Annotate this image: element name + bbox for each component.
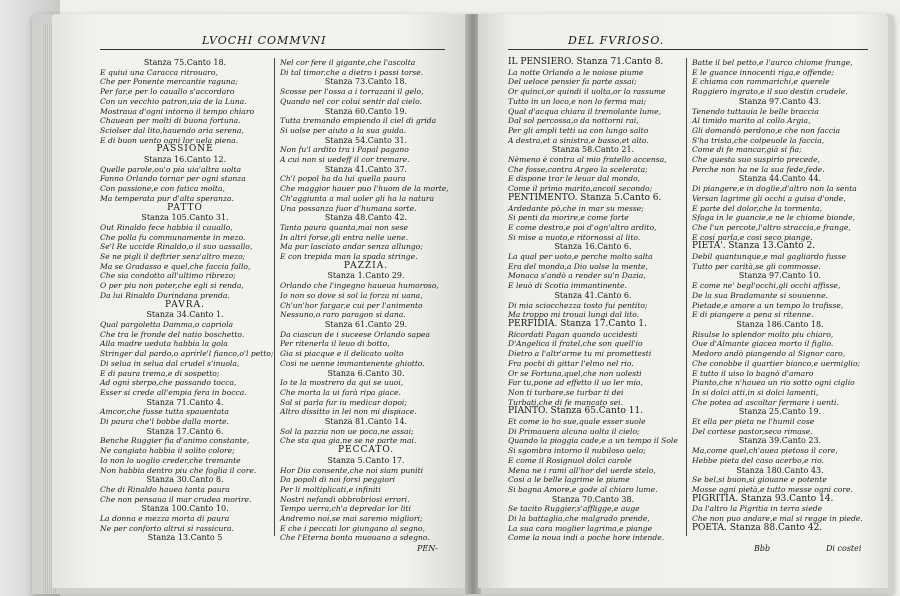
verse-line: In altri forse,gli entra nelle uene. [280, 232, 409, 242]
verse-line: Ma se Gradasso e quel,che faccia fallo, [100, 261, 251, 271]
verse-line: Nèmeno è contra al mio fratello accensa, [508, 155, 667, 165]
stanza-ref: Stanza 13.Canto 5 [147, 533, 223, 543]
verse-line: Come il primo marito,ancoil secondo; [508, 184, 653, 194]
section-heading: PIANTO. Stanza 65.Canto 11. [508, 406, 644, 417]
verse-line: Tenendo tuttauia le belle braccia [692, 106, 819, 116]
section-heading: POETA. Stanza 88.Canto 42. [692, 522, 823, 533]
verse-line: Ricordati Pagan quando uccidesti [508, 329, 638, 339]
verse-line: Fra pochi di gittar l'elmo nel rio. [508, 358, 634, 368]
verse-line: Perche non ha ne la sua fede,fede. [692, 164, 825, 174]
verse-line: Se tacito Ruggier,s'affligge,e auge [508, 504, 640, 514]
verse-line: E dispone trar le leuar dal mondo, [508, 174, 641, 184]
verse-line: Che non pensaua il mar crudea morire. [100, 494, 252, 504]
verse-line: Hebbe pieta del caso acerbo,e rio. [692, 455, 824, 465]
verse-line: Nostri nefandi obbrobriosi errori. [280, 494, 410, 504]
verse-line: Come la noua indi a poche hore intende. [508, 533, 665, 543]
verse-line: Che questa suo suspirio precede, [692, 155, 821, 165]
verse-line: Non ti turbare,se turbar ti dei [508, 387, 624, 397]
verse-line: Tutto per carità,se gli commosse. [692, 261, 821, 271]
right-column-1 [508, 58, 678, 543]
verse-line: Se ne pigli il deftrier senz'altro mezo; [100, 252, 246, 262]
stanza-ref: Stanza 39.Canto 23. [738, 436, 822, 446]
verse-line: Tutta tremando empiendo il ciel di grida [280, 116, 437, 126]
section-heading: PENTIMENTO. Stanza 5.Canto 6. [508, 192, 662, 203]
verse-line: Tutto in un loco,e non lo ferma mai; [508, 96, 647, 106]
verse-line: Mosse ogni pietà,e tutto messe ogni core. [692, 484, 853, 494]
left-page [52, 14, 467, 588]
left-column-2 [280, 58, 452, 543]
section-heading: PIGRITIA. Stanza 93.Canto 14. [692, 493, 834, 504]
verse-line: E parte del dolor,che la tormenta, [692, 203, 823, 213]
verse-line: Stringer dal pardo,o aprirle'l fianco,o'l petto; [100, 349, 274, 359]
verse-line: Non habbia dentro piu che foglia il core. [100, 465, 257, 475]
verse-line: Si sgombra intorno il nubiloso uelo; [508, 446, 646, 456]
verse-line: Si mise a nuoto,e ritornossi al lito. [508, 232, 641, 242]
stanza-ref: Stanza 73.Canto 18. [324, 77, 408, 87]
verse-line: Di selua in selua dal crudel s'inuola, [100, 358, 240, 368]
verse-line: Ch'l popol ha da lui quella paura [280, 174, 406, 184]
verse-line: Che fosse,contra Argeo la scelerata; [508, 164, 648, 174]
verse-line: Tempo uerra,ch'a depredar lor liti [280, 504, 411, 514]
section-heading: PECCATO. [337, 445, 395, 456]
verse-line: A destra,et a sinistra,e basso,et alto. [508, 135, 649, 145]
stanza-ref: Stanza 48.Canto 42. [324, 213, 408, 223]
verse-line: E come il Rosignuol dolci carole [508, 455, 632, 465]
verse-line: Che l'Eterna bonta muouano a sdegno. [280, 533, 430, 543]
verse-line: Quando la pioggia cade,e a un tempo il Sole [508, 436, 678, 446]
verse-line: La donna e mezza morta di paura [100, 514, 230, 524]
section-heading: PERFIDIA. Stanza 17.Canto 1. [508, 318, 647, 329]
verse-line: Qual pargoletta Damma,o capriola [100, 319, 234, 329]
verse-line: A cui non si uedeff il cor tremare. [280, 155, 410, 165]
stanza-ref: Stanza 16.Canto 6. [554, 242, 632, 252]
verse-line: Del ueloce pensier fa parte assai; [508, 77, 637, 87]
verse-line: Come di fe mancar,già si fia; [692, 145, 802, 155]
verse-line: Nel cor fere il gigante,che l'ascolta [280, 58, 416, 67]
verse-line: Tanta paura quanta,mai non sese [280, 222, 409, 232]
verse-line: Che conobbe il quartier bianco,e uermiglio; [692, 358, 861, 368]
verse-line: Del cortese pastor,seco rimase. [692, 426, 813, 436]
verse-line: Chauean per molti di buona fortuna. [100, 116, 241, 126]
verse-line: Di la battaglia,che malgrado prende, [508, 514, 650, 524]
verse-line: E di buon uento ogni lor uela piena. [100, 135, 239, 145]
verse-line: Ma pur lasciato andar senza allungo; [280, 242, 423, 252]
verse-line: D'Angelica il fratel,che son quell'io [508, 339, 643, 349]
verse-line: Esser si crede all'empia fera in bocca. [100, 387, 247, 397]
verse-line: Ch'aggiunta a mal uoler gli ha la natura [280, 193, 435, 203]
verse-line: Ruggiero ingrato,e il suo destin crudele. [692, 87, 848, 97]
verse-line: Da ciascun de i suceese Orlando sapea [280, 329, 430, 339]
verse-line: Se'l Re uccide Rinaldo,o il suo uassallo, [100, 242, 253, 252]
verse-line: Con un vecchio patron,uia de la Luna. [100, 96, 247, 106]
stanza-ref: Stanza 97.Canto 10. [738, 271, 822, 281]
verse-line: E quiui una Caracca ritrouaro, [100, 67, 218, 77]
right-head-rule [508, 49, 868, 50]
right-signature-mark: Bbb [754, 544, 771, 553]
verse-line: Per gli ampli tetti ua con lungo salto [508, 125, 649, 135]
section-heading: IL PENSIERO. Stanza 71.Canto 8. [508, 57, 664, 67]
verse-line: Si penti da morire,e come forte [508, 213, 629, 223]
verse-line: Risulse lo splendor molto piu chiaro, [692, 329, 834, 339]
verse-line: E di piangere a pena si ritenne. [692, 310, 814, 320]
verse-line: Scosse per l'ossa a i torrazani il gelo, [280, 87, 424, 97]
stanza-ref: Stanza 186.Canto 18. [736, 319, 824, 329]
stanza-ref: Stanza 6.Canto 30. [327, 368, 405, 378]
verse-line: Quelle parole,ou'o pia uia'altra uolta [100, 164, 242, 174]
section-heading: PASSIONE [156, 144, 214, 155]
verse-line: O per piu non poter,che egli si renda, [100, 281, 244, 291]
stanza-ref: Stanza 25.Canto 19. [738, 407, 822, 417]
stanza-ref: Stanza 100.Canto 10. [141, 504, 229, 514]
verse-line: Se bel,si buon,si giouane e potente [692, 475, 827, 485]
verse-line: Di tal timor,che a dietro i passi torse. [280, 67, 424, 77]
verse-line: E cosi parla,e cosi seco piange. [692, 232, 813, 242]
left-catchword: PEN- [417, 544, 438, 553]
verse-line: Per ritenerla il leuo di botto, [280, 339, 390, 349]
verse-line: Orlando che l'ingegno haueua humoroso, [280, 281, 439, 291]
verse-line: Medoro andò piangendo al Signor caro, [692, 349, 846, 359]
right-running-head: DEL FVRIOSO. [568, 34, 665, 47]
stanza-ref: Stanza 41.Canto 6. [554, 290, 632, 300]
stanza-ref: Stanza 41.Canto 37. [324, 164, 408, 174]
stanza-ref: Stanza 60.Canto 19. [324, 106, 408, 116]
section-heading: PATTO [167, 202, 203, 213]
verse-line: Per far,e per lo cauallo s'accordaro [100, 87, 235, 97]
verse-line: Pietade,e amore a un tempo lo trafisse, [692, 300, 844, 310]
verse-line: Turbati,che di fe mancato sei. [508, 397, 624, 407]
verse-line: Debil quantunque,e mal gagliardo fusse [692, 252, 846, 262]
verse-line: E tutto il uiso lo bagnò d'amaro [692, 368, 814, 378]
verse-line: Altro dissitto in lei non mi dispiace. [280, 407, 417, 417]
verse-line: Ne cangiato habbia il solito colore; [100, 446, 235, 456]
verse-line: Sol la pazzia non ue poca,ne assai; [280, 426, 414, 436]
verse-line: Che sia condotto all'ultimo ribrezo; [100, 271, 236, 281]
verse-line: Con passione,e con fatica molta, [100, 184, 225, 194]
verse-line: Che morta la ui farà ripa giace. [280, 387, 401, 397]
stanza-ref: Stanza 30.Canto 8. [146, 475, 224, 485]
right-column-2 [692, 58, 868, 533]
verse-line: Quando nel cor colui sentir dal cielo. [280, 96, 422, 106]
verse-line: Che di Rinaldo hauea tanta paura [100, 484, 230, 494]
verse-line: Io te la mostrero da qui se uuoi, [280, 378, 404, 388]
verse-line: Da l'altro la Pigritia in terra siede [692, 504, 823, 514]
stanza-ref: Stanza 75.Canto 18. [143, 58, 227, 67]
stanza-ref: Stanza 105.Canto 31. [141, 213, 229, 223]
stanza-ref: Stanza 1.Canto 29. [327, 271, 405, 281]
verse-line: S'ha trista,che colpeuole la faccia, [692, 135, 825, 145]
verse-line: Benche Ruggier fia d'animo constante, [100, 436, 250, 446]
verse-line: Sfoga in le guancie,e ne le chiome bionde, [692, 213, 856, 223]
verse-line: Sciolser dal lito,hauendo aria serena, [100, 125, 244, 135]
verse-line: Oue d'Almante giacea morto il figlio. [692, 339, 834, 349]
verse-line: Ma troppo mi trouai lungi dal lito. [508, 310, 640, 320]
stanza-ref: Stanza 34.Canto 1. [146, 310, 224, 320]
verse-line: Et come io ho sue,quale esser suole [508, 417, 646, 427]
verse-line: Che non puo andare,e mal si regge in piede. [692, 514, 863, 524]
verse-line: Ma temperata pur d'alta speranza. [100, 193, 234, 203]
right-page [478, 14, 888, 588]
verse-line: Versan lagrime gli occhi a guisa d'onde, [692, 193, 846, 203]
verse-line: Che l'un percote,l'altro straccia,e frange, [692, 222, 851, 232]
verse-line: E chiama con rammarichi,e querele [692, 77, 830, 87]
stanza-ref: Stanza 71.Canto 4. [146, 397, 224, 407]
verse-line: Si bagna Amore,e gode al chiaro lume. [508, 484, 658, 494]
verse-line: Che sta qua gia,ne se ne parte mai. [280, 436, 417, 446]
stanza-ref: Stanza 61.Canto 29. [324, 319, 408, 329]
verse-line: Di paura che'l bobbe dalla morte. [100, 417, 229, 427]
verse-line: Ad ogni sterpo,che passando tocca, [100, 378, 237, 388]
verse-line: Cosi a le belle lagrime le piume [508, 475, 630, 485]
verse-line: Che per Ponente mercantie raguna; [100, 77, 238, 87]
verse-line: Che maggior hauer puo l'huom de la morte, [280, 184, 449, 194]
verse-line: E come destro,e poi d'ogn'altro ardito, [508, 222, 657, 232]
verse-line: Pianto,che n'hauea un rio sotto ogni ciglio [692, 378, 855, 388]
section-heading: PIETA'. Stanza 13.Canto 2. [692, 241, 816, 252]
right-column-divider [686, 58, 687, 536]
verse-line: Monaca s'andò a render su'n Dazia, [508, 271, 646, 281]
verse-line: Ne per conforto altrui si rassicura. [100, 523, 234, 533]
left-head-rule [100, 49, 445, 50]
verse-line: In si dolci atti,in si dolci lamenti, [692, 387, 819, 397]
stanza-ref: Stanza 5.Canto 17. [327, 455, 405, 465]
verse-line: Fanno Orlando tornar per ogni stanza [100, 174, 246, 184]
verse-line: Ma,come quel,ch'auea pietoso il core, [692, 446, 838, 456]
stanza-ref: Stanza 16.Canto 12. [143, 155, 227, 165]
verse-line: Non fu'l ardito tra i Papal pagano [280, 145, 409, 155]
verse-line: La sua cara moglier lagrima,e piange [508, 523, 653, 533]
stanza-ref: Stanza 97.Canto 43. [738, 96, 822, 106]
verse-line: Or se Fortuna,quel,che non uolesti [508, 368, 642, 378]
verse-line: Alla madre ueduta habbia la gola [100, 339, 228, 349]
verse-line: Or quinci,or quindi il uolta,or lo rassume [508, 87, 666, 97]
stanza-ref: Stanza 54.Canto 31. [324, 135, 408, 145]
verse-line: Qual d'acqua chiara il tremolante lume, [508, 106, 662, 116]
verse-line: Amcor,che fusse tutta spauentata [100, 407, 229, 417]
verse-line: Cosi ne uenne immantenente ghiotto. [280, 358, 425, 368]
left-column-divider [274, 58, 275, 536]
left-column-1 [100, 58, 274, 543]
verse-line: De la sua Bradamante si souuenne. [692, 290, 828, 300]
stanza-ref: Stanza 58.Canto 21. [551, 145, 635, 155]
verse-line: Gli domandò perdono,e che non faccia [692, 125, 841, 135]
verse-line: Era del mondo,a Dio uolse la mente, [508, 261, 648, 271]
verse-line: E con trepida man la spada stringe. [280, 252, 418, 262]
verse-line: Da popoli di noi forsi peggiori [280, 475, 396, 485]
section-heading: PAVRA. [165, 299, 205, 310]
open-book [32, 14, 894, 594]
verse-line: Che tra le fronde del natio boschetto. [100, 329, 245, 339]
verse-line: Io non so dove si sol la forza ni uana, [280, 290, 423, 300]
left-running-head: LVOCHI COMMVNI [202, 34, 327, 47]
verse-line: Et ella per pieta ne l'humil cose [692, 417, 815, 427]
verse-line: Sol si parla fur iu medicar dopoi; [280, 397, 407, 407]
verse-line: Di Primauera alcuna uolta il cielo; [508, 426, 640, 436]
section-heading: PAZZIA. [343, 260, 389, 271]
verse-line: Di mia sciocchezza tosto fui pentito; [508, 300, 648, 310]
stanza-ref: Stanza 70.Canto 38. [551, 494, 635, 504]
verse-line: Io non lo uoglio creder,che tremante [100, 455, 241, 465]
verse-line: E che i peccati lor giungano al segno, [280, 523, 426, 533]
stanza-ref: Stanza 180.Canto 43. [736, 465, 824, 475]
verse-line: Mostraua d'ogni intorno il tempo chiaro [100, 106, 255, 116]
verse-line: Nessuno,o raro paragon si dana. [280, 310, 406, 320]
stanza-ref: Stanza 17.Canto 6. [146, 426, 224, 436]
verse-line: Che potea ad ascoltar fermare i uenti. [692, 397, 839, 407]
stanza-ref: Stanza 44.Canto 44. [738, 174, 822, 184]
verse-line: Una possanza fuor d'humana sorte. [280, 203, 417, 213]
verse-line: Batte il bel petto,e l'aurco chiome frange, [692, 58, 853, 67]
verse-line: Che polla fu communamente in mezo. [100, 232, 246, 242]
verse-line: Far tu,pone ad effetto il uo ler mio, [508, 378, 643, 388]
verse-line: E le guance innocenti riga,e offende; [692, 67, 834, 77]
verse-line: La notte Orlando a le noiose piume [508, 67, 644, 77]
verse-line: E leuò di Scotia immantinente. [508, 281, 627, 291]
verse-line: Mena ne i rami all'hor del uerde stelo, [508, 465, 656, 475]
verse-line: Ardedante pò,che in mar su messe; [508, 203, 644, 213]
verse-line: Si uolse per aiuto a la sua guida. [280, 125, 407, 135]
verse-line: Di piangere,e in doglie,d'altro non la senta [692, 184, 857, 194]
right-catchword: Di costei [826, 544, 862, 553]
verse-line: Da lui Rinaldo Durindana prenda. [100, 290, 230, 300]
verse-line: La qual per uoto,e perche molto salta [508, 252, 653, 262]
verse-line: Per li moltiplicati,e infiniti [280, 484, 381, 494]
verse-line: Andremo noi,se mai saremo migliori; [280, 514, 423, 524]
stanza-ref: Stanza 81.Canto 14. [324, 417, 408, 427]
verse-line: E di paura trema,e di sospetto; [100, 368, 220, 378]
verse-line: Dietro a l'altr'arme tu mi promettesti [508, 349, 652, 359]
verse-line: Ch'un'hor fargar,e cui per l'animento [280, 300, 423, 310]
verse-line: Gia si piacque e il delicato uolto [280, 349, 404, 359]
verse-line: Dal sol percossa,o da nottorni rai, [508, 116, 639, 126]
verse-line: Hor Dio consente,che noi siam puniti [280, 465, 424, 475]
verse-line: E come ne' begl'occhi,gli occhi affisse, [692, 281, 841, 291]
verse-line: Al timido marito al collo Argia, [692, 116, 811, 126]
verse-line: Out Rinaldo fece habbia il cauallo, [100, 222, 233, 232]
